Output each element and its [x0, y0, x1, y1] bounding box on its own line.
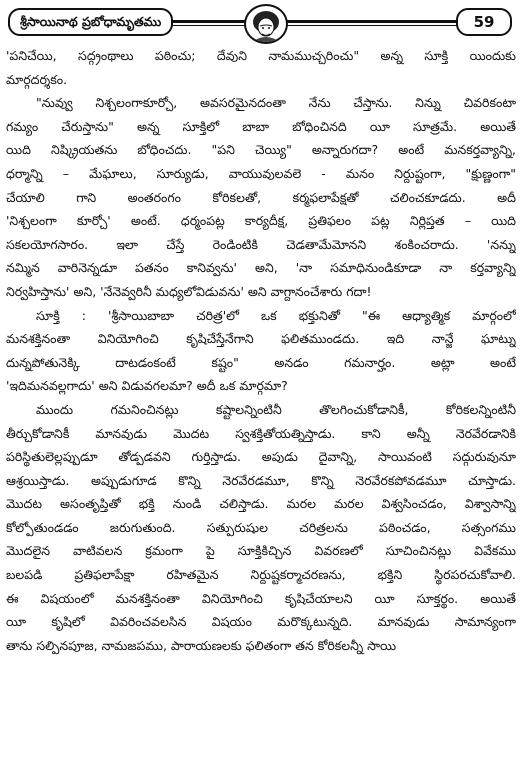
book-title: శ్రీసాయినాథ ప్రబోధామృతము: [8, 8, 173, 36]
text-line: తాను సల్పినపూజ, నామజపము, పారాయణలకు ఫలితంగా తన కోరికలన్నీ సాయి: [6, 637, 397, 653]
text-line: 'నిశ్చలంగా కూర్చో' అంటే. ధర్మంపట్ల కార్యదీక్ష, ప్రతిఫలం పట్ల నిర్లిప్తత – యిది: [6, 213, 516, 229]
paragraph: [6, 304, 516, 398]
text-line: చేయాలి గాని అంతరంగం కోరికలతో, కర్మఫలాపేక్షతో చలించకూడదు. అదీ: [6, 189, 516, 205]
page-number: 59: [456, 8, 512, 36]
sai-baba-portrait-icon: [244, 4, 288, 44]
text-line: తీర్చుకోడానికీ మానవుడు మొదట స్వశక్తితోయత్నిస్తాడు. కాని అన్నీ నెరవేరడానికి: [6, 425, 516, 441]
page-body: [6, 44, 516, 657]
page-header: [8, 6, 512, 38]
text-line: మార్గదర్శకం.: [6, 71, 68, 87]
text-line: ధర్మాన్ని – మేఘాలు, సూర్యుడు, వాయువులవలె - మనం నిర్దుష్టంగా, "క్షుణ్ణంగా": [6, 165, 516, 181]
paragraph: [6, 44, 516, 91]
text-line: ఆశ్రయిస్తాడు. అప్పుడుగూడ కొన్ని నెరవేరడమూ, కొన్ని నెరవేరకపోవడమూ చూస్తాడు.: [6, 472, 516, 488]
text-line: మనశక్తినంతా వినియోగించి కృషిచేస్తేనేగాని ఫలితముండదు. ఇది నాన్జే ఘాట్ను: [6, 331, 516, 347]
text-line: యీ కృషిలో వివరించవలసిన విషయం మరొక్కటున్నది. మానవుడు సామాన్యంగా: [6, 614, 516, 630]
text-line: మొదలైన వాటివలన క్రమంగా పై సూక్తికిచ్చిన వివరణలో సూచించినట్లు వివేకము: [6, 543, 516, 559]
text-line: గమ్యం చేరుస్తాను" అన్న సూక్తిలో బాబా బోధించినది యీ సూత్రమే. అయితే: [6, 118, 516, 134]
text-line: మొదట అసంతృప్తితో భక్తి నుండి చలిస్తాడు. మరల మరల విశ్వసించడం, విశ్వాసాన్ని: [6, 496, 516, 512]
text-line: సూక్తి : 'శ్రీసాయిబాబా చరిత్ర'లో ఒక భక్తునితో "ఈ ఆధ్యాత్మిక మార్గంలో: [36, 307, 516, 323]
paragraph: [6, 398, 516, 658]
text-line: నిర్వహిస్తాను' అని, 'నేనెవ్వరినీ మధ్యలోవిడువను' అని వాగ్దానంచేశారు గదా!: [6, 283, 372, 299]
text-line: సకలయోగసారం. ఇలా చేస్తే రెండింటికి చెడతామేమోనని శంకించరాదు. 'నన్ను: [6, 236, 516, 252]
text-line: 'పనిచేయి, సద్గ్రంథాలు పఠించు; దేవుని నామముచ్చరించు" అన్న సూక్తి యిందుకు: [6, 48, 516, 63]
text-line: దున్నపోతునెక్కి దాటడంకంటే కష్టం" అనడం గమనార్హం. అట్లా అంటే: [6, 354, 516, 370]
text-line: బలపడి ప్రతిఫలాపేక్షా రహితమైన నిర్దుష్టకర్మాచరణను, భక్తిని స్థిరపరచుకోవాలి.: [6, 567, 516, 583]
text-line: ముందు గమనించినట్లు కష్టాలన్నింటినీ తొలగించుకోడానికీ, కోరికలన్నింటినీ: [36, 401, 516, 417]
text-line: "నువ్వు నిశ్చలంగాకూర్చో, అవసరమైనదంతా నేను చేస్తాను. నిన్ను చివరికంటా: [36, 95, 516, 111]
paragraph: [6, 91, 516, 303]
text-line: కోల్పోతుండడం జరుగుతుంది. సత్పురుషుల చరిత్రలను పఠించడం, సత్సంగము: [6, 519, 516, 535]
text-line: పరిస్థితులెల్లప్పుడూ తోడ్పడవని గుర్తిస్తాడు. అపుడు దైవాన్ని, సాయివంటి సద్గురువునూ: [6, 449, 516, 465]
text-line: ఈ విషయంలో మనశక్తినంతా వినియోగించి కృషిచేయాలని యీ సూక్తర్థం. అయితే: [6, 590, 516, 606]
text-line: యిది నిష్క్రియతను బోధించదు. "పని చెయ్యి" అన్నారుగదా? అంటే మనకర్తవ్యాన్ని,: [6, 142, 516, 158]
text-line: నమ్మిన వారినెన్నడూ పతనం కానివ్వను' అని, 'నా సమాధినుండికూడా నా కర్తవ్యాన్ని: [6, 260, 516, 276]
text-line: 'ఇదిమనవల్లగాదు' అని విడువగలమా? అదీ ఒక మార్గమా?: [6, 378, 288, 394]
